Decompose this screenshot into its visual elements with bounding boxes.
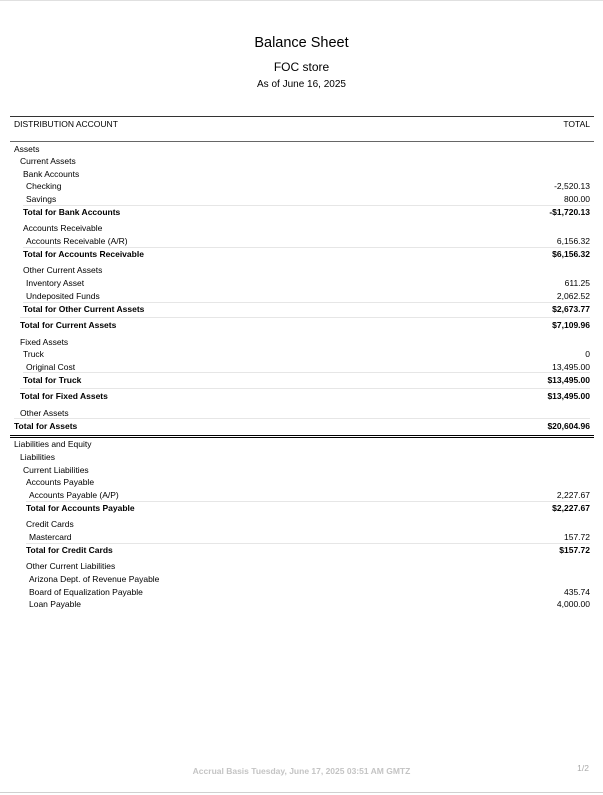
row-label: Board of Equalization Payable	[29, 587, 143, 597]
row-label: Liabilities and Equity	[14, 439, 92, 449]
row-value: $13,495.00	[547, 375, 590, 385]
report-date: As of June 16, 2025	[257, 79, 346, 90]
header-bottom-line	[10, 141, 594, 142]
row-label: Total for Assets	[14, 421, 78, 431]
account-row	[0, 180, 603, 193]
account-row	[0, 348, 603, 361]
total-row	[0, 319, 603, 332]
total-row	[0, 390, 603, 403]
page-number: 1/2	[577, 763, 589, 773]
company-name: FOC store	[273, 60, 330, 74]
row-label: Savings	[26, 194, 57, 204]
account-row	[0, 476, 603, 489]
row-label: Credit Cards	[26, 519, 74, 529]
row-value: $13,495.00	[547, 391, 590, 401]
row-label: Arizona Dept. of Revenue Payable	[29, 574, 160, 584]
account-row	[0, 518, 603, 531]
row-value: 2,062.52	[556, 291, 590, 301]
row-label: Mastercard	[29, 532, 72, 542]
row-value: -2,520.13	[554, 181, 590, 191]
account-row	[0, 277, 603, 290]
account-row	[0, 222, 603, 235]
total-row	[0, 420, 603, 433]
row-value: $157.72	[559, 545, 590, 555]
row-value: 0	[585, 349, 590, 359]
assets-double-line-bottom	[10, 437, 594, 438]
assets-double-line-top	[10, 435, 594, 436]
row-label: Total for Accounts Payable	[26, 503, 135, 513]
row-label: Bank Accounts	[23, 169, 80, 179]
row-label: Total for Current Assets	[20, 320, 117, 330]
row-label: Total for Fixed Assets	[20, 391, 108, 401]
row-label: Accounts Payable	[26, 477, 95, 487]
row-value: 13,495.00	[552, 362, 590, 372]
account-row	[0, 573, 603, 586]
row-value: $2,673.77	[552, 304, 590, 314]
row-label: Accounts Receivable	[23, 223, 103, 233]
row-value: 2,227.67	[556, 490, 590, 500]
row-separator	[20, 317, 590, 318]
row-label: Fixed Assets	[20, 337, 69, 347]
account-row	[0, 451, 603, 464]
column-header-total: TOTAL	[563, 119, 590, 129]
total-row	[0, 303, 603, 316]
total-row	[0, 544, 603, 557]
row-label: Other Assets	[20, 408, 69, 418]
row-separator	[14, 418, 590, 419]
row-label: Current Liabilities	[23, 465, 89, 475]
row-value: 611.25	[564, 278, 590, 288]
row-label: Total for Accounts Receivable	[23, 249, 144, 259]
row-value: $2,227.67	[552, 503, 590, 513]
row-separator	[23, 372, 590, 373]
row-label: Total for Bank Accounts	[23, 207, 121, 217]
row-label: Total for Credit Cards	[26, 545, 113, 555]
row-value: -$1,720.13	[549, 207, 590, 217]
row-label: Assets	[14, 144, 40, 154]
header-top-line	[10, 116, 594, 117]
page-bottom-border	[0, 792, 603, 793]
total-row	[0, 502, 603, 515]
row-label: Other Current Assets	[23, 265, 103, 275]
column-header-account: DISTRIBUTION ACCOUNT	[14, 119, 118, 129]
row-value: $7,109.96	[552, 320, 590, 330]
row-label: Truck	[23, 349, 44, 359]
row-label: Checking	[26, 181, 62, 191]
account-row	[0, 264, 603, 277]
account-row	[0, 560, 603, 573]
row-value: $6,156.32	[552, 249, 590, 259]
row-value: 157.72	[564, 532, 590, 542]
row-label: Other Current Liabilities	[26, 561, 116, 571]
total-row	[0, 374, 603, 387]
row-label: Current Assets	[20, 156, 76, 166]
account-row	[0, 598, 603, 611]
report-footer: Accrual Basis Tuesday, June 17, 2025 03:51 AM GMTZ	[192, 766, 411, 776]
row-label: Undeposited Funds	[26, 291, 100, 301]
account-row	[0, 155, 603, 168]
row-label: Accounts Receivable (A/R)	[26, 236, 128, 246]
row-separator	[20, 388, 590, 389]
row-value: 435.74	[564, 587, 590, 597]
account-row	[0, 438, 603, 451]
row-label: Total for Truck	[23, 375, 82, 385]
report-title: Balance Sheet	[254, 35, 349, 51]
row-value: 800.00	[564, 194, 590, 204]
row-label: Original Cost	[26, 362, 76, 372]
row-label: Liabilities	[20, 452, 55, 462]
page-top-border	[0, 0, 603, 1]
total-row	[0, 248, 603, 261]
row-value: 6,156.32	[556, 236, 590, 246]
row-label: Inventory Asset	[26, 278, 85, 288]
row-label: Loan Payable	[29, 599, 81, 609]
row-value: $20,604.96	[547, 421, 590, 431]
row-value: 4,000.00	[556, 599, 590, 609]
total-row	[0, 206, 603, 219]
row-label: Accounts Payable (A/P)	[29, 490, 119, 500]
row-label: Total for Other Current Assets	[23, 304, 145, 314]
